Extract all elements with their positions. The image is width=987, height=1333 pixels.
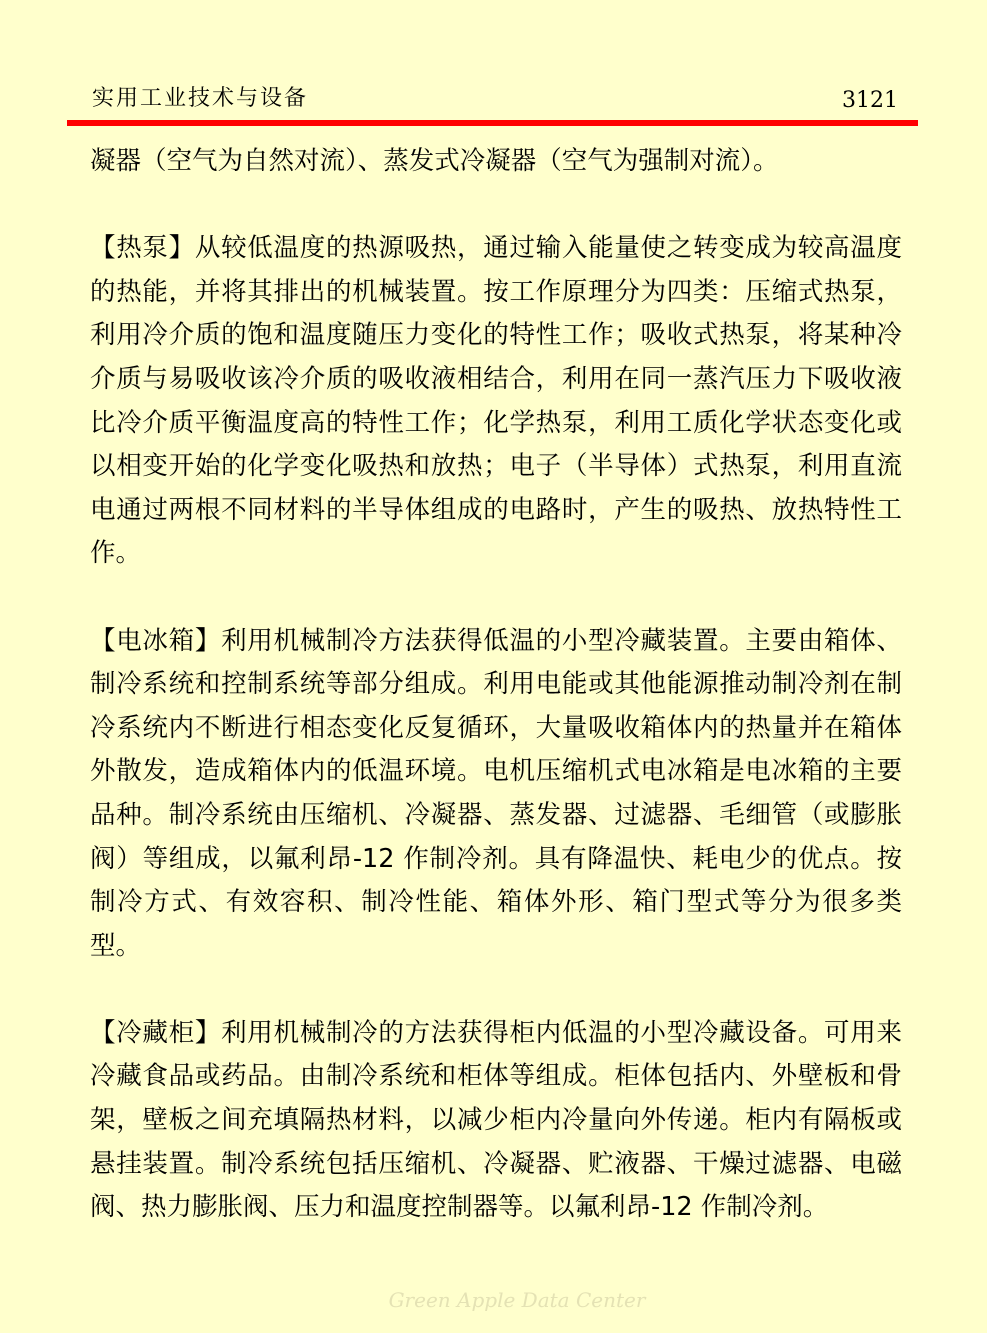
entry-body — [90, 140, 902, 1230]
entry-text: 利用机械制冷方法获得低温的小型冷藏装置。主要由箱体、制冷系统和控制系统等部分组成。利用电能或其他能源推动制冷剂在制冷系统内不断进行相态变化反复循环，大量吸收箱体内的热量并在箱体外散发，造成箱体内的低温环境。电机压缩机式电冰箱是电冰箱的主要品种。制冷系统由压缩机、冷凝器、蒸发器、过滤器、毛细管（或膨胀阀）等组成，以氟利昂-12 作制冷剂。具有降温快、耗电少的优点。按制冷方式、有效容积、制冷性能、箱体外形、箱门型式等分为很多类型。 — [90, 625, 902, 961]
entry-cold-storage-cabinet — [90, 1012, 902, 1230]
entry-heat-pump — [90, 227, 902, 576]
entry-continuation-paragraph — [90, 140, 902, 184]
page-number: 3121 — [842, 88, 898, 113]
entry-text: 利用机械制冷的方法获得柜内低温的小型冷藏设备。可用来冷藏食品或药品。由制冷系统和柜体等组成。柜体包括内、外壁板和骨架，壁板之间充填隔热材料，以减少柜内冷量向外传递。柜内有隔板或悬挂装置。制冷系统包括压缩机、冷凝器、贮液器、干燥过滤器、电磁阀、热力膨胀阀、压力和温度控制器等。以氟利昂-12 作制冷剂。 — [90, 1017, 902, 1223]
entry-term: 【冷藏柜】 — [90, 1017, 222, 1048]
header-divider — [67, 120, 918, 126]
entry-text: 凝器（空气为自然对流）、蒸发式冷凝器（空气为强制对流）。 — [90, 146, 779, 176]
page-header-title: 实用工业技术与设备 — [92, 86, 309, 111]
entry-term: 【热泵】 — [90, 233, 195, 264]
entry-refrigerator — [90, 620, 902, 969]
entry-term: 【电冰箱】 — [90, 625, 222, 656]
watermark-text: Green Apple Data Center — [388, 1288, 646, 1312]
entry-text: 从较低温度的热源吸热，通过输入能量使之转变成为较高温度的热能，并将其排出的机械装置。按工作原理分为四类：压缩式热泵，利用冷介质的饱和温度随压力变化的特性工作；吸收式热泵，将某种冷介质与易吸收该冷介质的吸收液相结合，利用在同一蒸汽压力下吸收液比冷介质平衡温度高的特性工作；化学热泵，利用工质化学状态变化或以相变开始的化学变化吸热和放热；电子（半导体）式热泵，利用直流电通过两根不同材料的半导体组成的电路时，产生的吸热、放热特性工作。 — [90, 233, 902, 569]
